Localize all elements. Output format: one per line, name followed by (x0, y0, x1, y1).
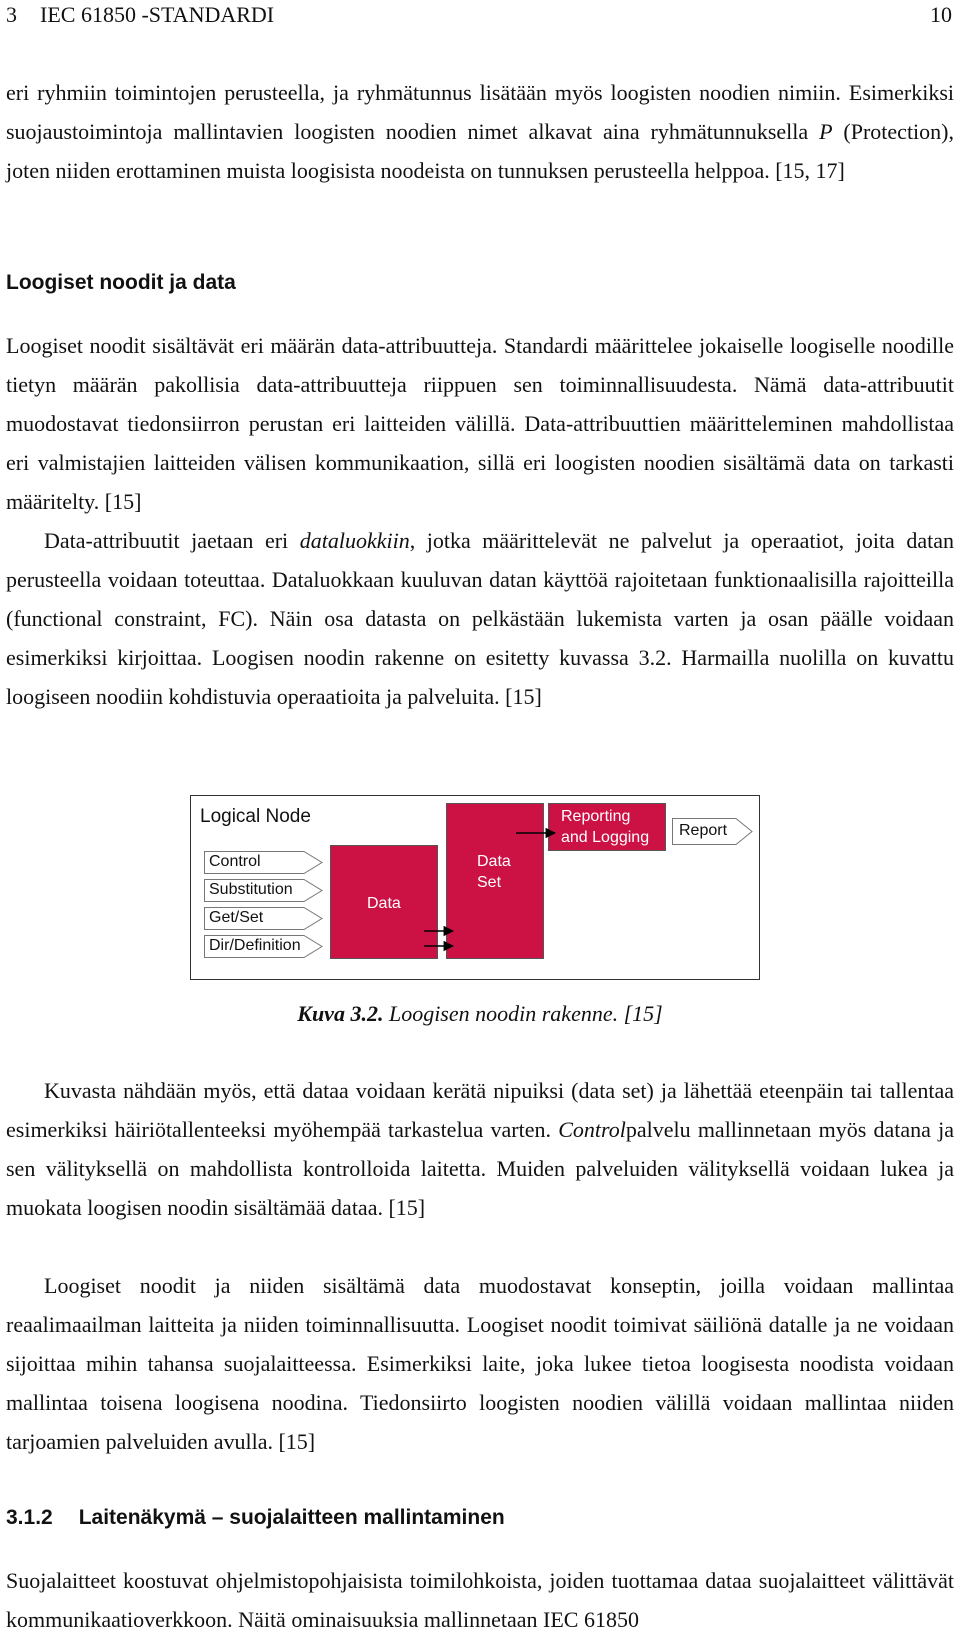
data-set-block: Data Set (446, 803, 544, 959)
running-header (6, 2, 952, 30)
data-block: Data (330, 845, 438, 959)
intro-paragraph: eri ryhmiin toimintojen perusteella, ja ryhmätunnus lisätään myös loogisten noodien nimiin. Esimerkiksi suojaustoimintoja mallintavien loogisten noodien nimet alkavat aina ryhmätunnuksella P (Protection), joten niiden erottaminen muista loogisista noodeista on tunnuksen perusteella helppoa. [15, 17] (6, 80, 954, 183)
subsection-heading-3-1-2: 3.1.2 Laitenäkymä – suojalaitteen mallintaminen (6, 1506, 505, 1529)
reporting-logging-block: Reporting and Logging (548, 803, 666, 851)
body-paragraph-3: Kuvasta nähdään myös, että dataa voidaan kerätä nipuiksi (data set) ja lähettää eteenpäin tai tallentaa esimerkiksi häiriötallenteeksi myöhempää tarkastelua varten. Controlpalvelu mallinnetaan myös datana ja sen välityksellä on mahdollista kontrolloida laitetta. Muiden palveluiden välityksellä voidaan lukea ja muokata loogisen noodin sisältämää dataa. [15] (6, 1078, 954, 1220)
figure-caption: Kuva 3.2. Loogisen noodin rakenne. [15] (297, 1001, 663, 1026)
logical-node-diagram (190, 795, 760, 980)
chapter-title: IEC 61850 -STANDARDI (40, 2, 275, 27)
service-dir-definition: Dir/Definition (204, 935, 314, 957)
service-get-set: Get/Set (204, 907, 314, 929)
section-heading-logical-nodes: Loogiset noodit ja data (6, 271, 236, 294)
body-paragraph-5: Suojalaitteet koostuvat ohjelmistopohjaisista toimilohkoista, joiden tuottamaa dataa suojalaitteet välittävät kommunikaatioverkkoon. Näitä ominaisuuksia mallinnetaan IEC 61850 (6, 1568, 954, 1632)
flow-arrows (191, 796, 759, 979)
service-control: Control (204, 851, 314, 873)
body-paragraph-4: Loogiset noodit ja niiden sisältämä data muodostavat konseptin, joilla voidaan mallintaa reaalimaailman laitteita ja niiden toiminnallisuutta. Loogiset noodit toimivat säiliönä datalle ja ne voidaan sijoittaa mihin tahansa suojalaitteessa. Esimerkiksi laite, joka lukee tietoa loogisesta noodista voidaan mallintaa toisena loogisena noodina. Tiedonsiirto loogisten noodien välillä voidaan mallintaa niiden tarjoamien palveluiden avulla. [15] (6, 1273, 954, 1454)
chapter-number: 3 (6, 2, 17, 27)
page-number: 10 (930, 2, 952, 27)
body-paragraph-1: Loogiset noodit sisältävät eri määrän data-attribuutteja. Standardi määrittelee jokaiselle loogiselle noodille tietyn määrän pakollisia data-attribuutteja riippuen sen toiminnallisuudesta. Nämä data-attribuutit muodostavat tiedonsiirron perustan eri laitteiden välillä. Data-attribuuttien määritteleminen mahdollistaa eri valmistajien laitteiden välisen kommunikaation, sillä eri loogisten noodien sisältämä data on tarkasti määritelty. [15] (6, 333, 954, 514)
logical-node-title: Logical Node (200, 806, 311, 827)
report-output: Report (672, 818, 752, 844)
service-substitution: Substitution (204, 879, 314, 901)
body-paragraph-2: Data-attribuutit jaetaan eri dataluokkiin, jotka määrittelevät ne palvelut ja operaatiot, joita datan perusteella voidaan toteuttaa. Dataluokkaan kuuluvan datan käyttöä rajoitetaan funktionaalisilla rajoitteilla (functional constraint, FC). Näin osa datasta on pelkästään lukemista varten ja osan päälle voidaan esimerkiksi kirjoittaa. Loogisen noodin rakenne on esitetty kuvassa 3.2. Harmailla nuolilla on kuvattu loogiseen noodiin kohdistuvia operaatioita ja palveluita. [15] (6, 528, 954, 709)
